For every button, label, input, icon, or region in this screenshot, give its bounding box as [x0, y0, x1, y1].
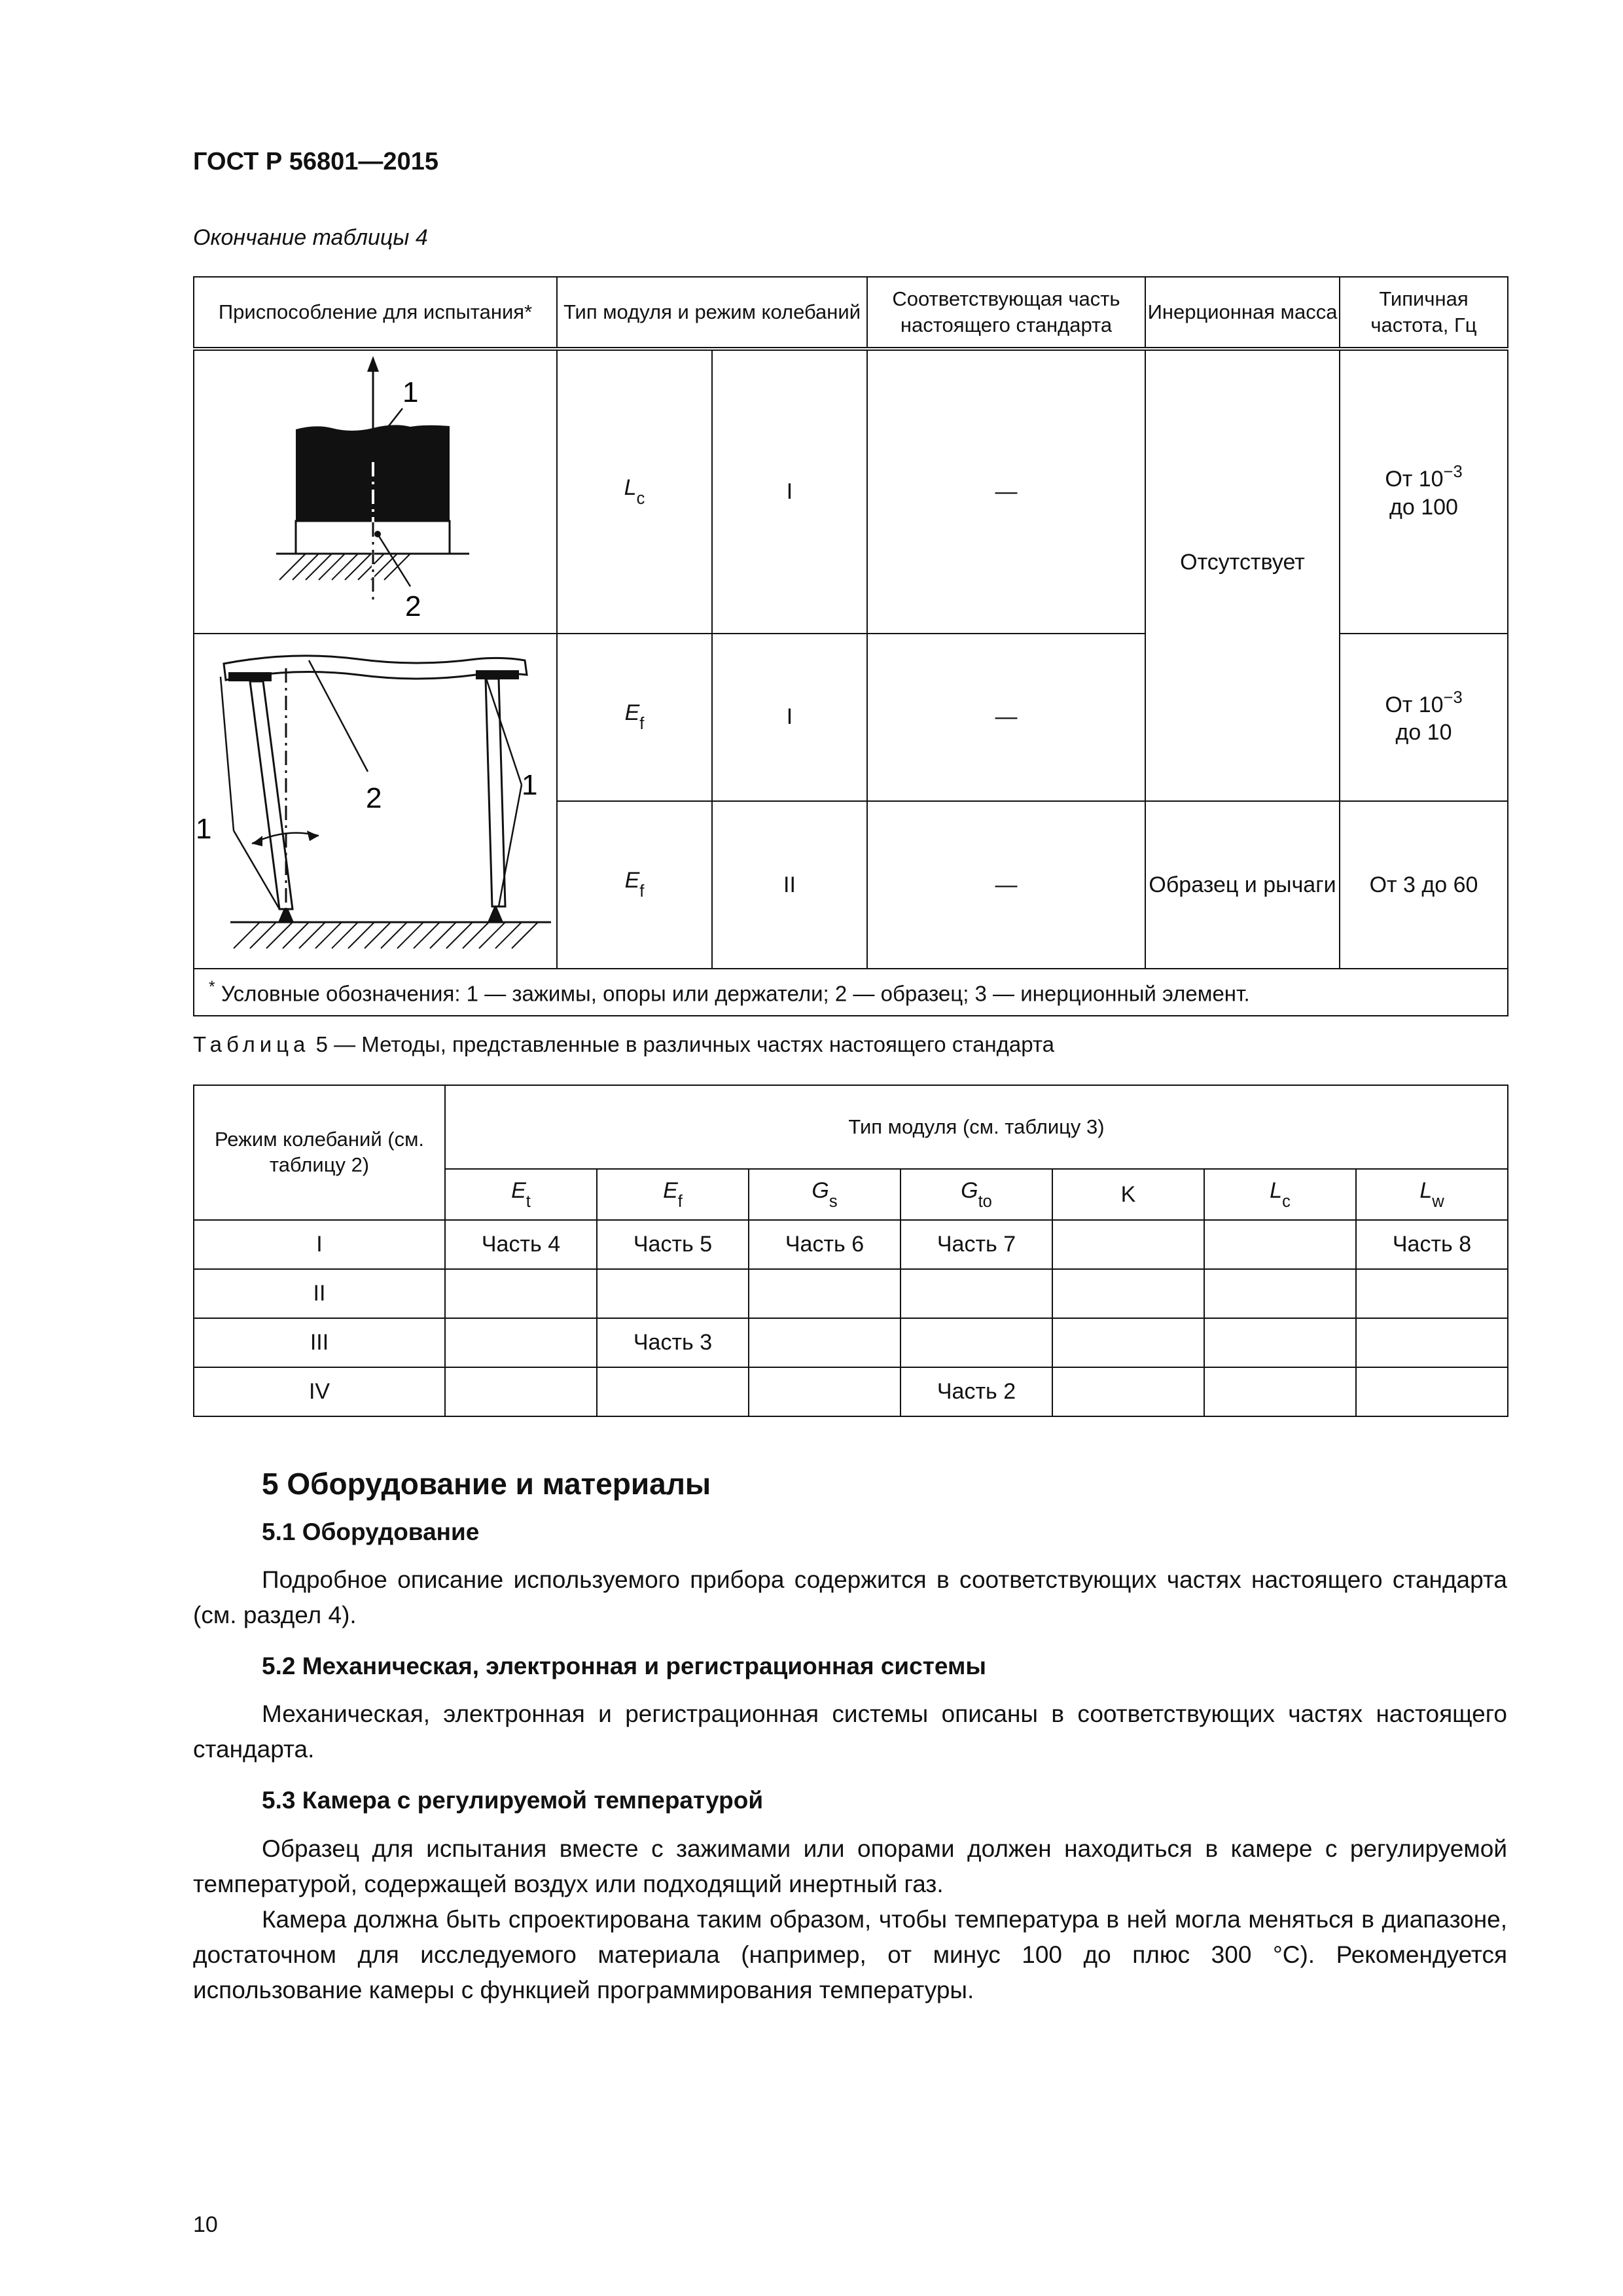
section-5-2-heading: 5.2 Механическая, электронная и регистрационная системы [262, 1653, 986, 1679]
table5-cell: Часть 2 [901, 1367, 1052, 1416]
table4-cell-mode: I [712, 634, 867, 801]
figure2-label-right: 1 [522, 768, 538, 801]
table-row [194, 1269, 1508, 1318]
table4-header-mass: Инерционная масса [1145, 277, 1340, 349]
table-continuation-caption: Окончание таблицы 4 [193, 225, 428, 250]
table4-cell-module: $E_f$ [557, 634, 712, 801]
table-row [194, 1220, 1508, 1269]
table5-cell: Часть 4 [445, 1220, 597, 1269]
table5-cell [597, 1367, 749, 1416]
table5-col-Lw: $L_w$ [1356, 1169, 1508, 1220]
table5-col-Ef: $E_f$ [597, 1169, 749, 1220]
compression-fixture-diagram [194, 351, 558, 626]
table4-cell-frequency: От 3 до 60 [1340, 801, 1508, 969]
table5-cell [1204, 1367, 1356, 1416]
table5-cell: Часть 5 [597, 1220, 749, 1269]
table5-caption: Таблица 5 — Методы, представленные в различных частях настоящего стандарта [193, 1032, 1054, 1056]
table5-mode-cell: II [194, 1269, 445, 1318]
table4-cell-mode: I [712, 349, 867, 634]
flexure-fixture-diagram [194, 634, 558, 961]
table-5 [193, 1085, 1508, 1417]
table4-cell-mode: II [712, 801, 867, 969]
document-header: ГОСТ Р 56801—2015 [193, 148, 438, 175]
table4-header-frequency: Типичная частота, Гц [1340, 277, 1508, 349]
table5-header-mode: Режим колебаний (см. таблицу 2) [194, 1085, 445, 1220]
table4-cell-frequency: От $10^{-3}$ до 10 [1340, 634, 1508, 801]
table5-cell [749, 1269, 901, 1318]
table5-cell: Часть 6 [749, 1220, 901, 1269]
table5-cell [445, 1269, 597, 1318]
table4-cell-mass: Отсутствует [1145, 349, 1340, 801]
table5-cell [1356, 1269, 1508, 1318]
table5-cell [1204, 1220, 1356, 1269]
section-5-1-heading: 5.1 Оборудование [262, 1518, 480, 1545]
table-row [194, 1367, 1508, 1416]
table5-cell [445, 1367, 597, 1416]
table5-cell [901, 1318, 1052, 1367]
fixture-figure-2 [194, 634, 557, 969]
page-number: 10 [193, 2212, 218, 2237]
table5-cell [597, 1269, 749, 1318]
table5-cell [1052, 1269, 1204, 1318]
table5-cell [749, 1318, 901, 1367]
table4-cell-module: $L_c$ [557, 349, 712, 634]
table5-col-K: K [1052, 1169, 1204, 1220]
table5-col-Gs: $G_s$ [749, 1169, 901, 1220]
table5-cell [749, 1367, 901, 1416]
table4-header-module: Тип модуля и режим колебаний [557, 277, 867, 349]
table5-cell [901, 1269, 1052, 1318]
table4-cell-frequency: От $10^{-3}$ до 100 [1340, 349, 1508, 634]
section-5-3-text-1: Образец для испытания вместе с зажимами или опорами должен находиться в камере с регулируемой температурой, содержащей воздух или подходящий инертный газ. [193, 1835, 1507, 1897]
figure2-label-center: 2 [366, 781, 382, 814]
table4-cell-mass: Образец и рычаги [1145, 801, 1340, 969]
table5-cell [1204, 1318, 1356, 1367]
table4-cell-part: — [867, 634, 1145, 801]
table5-cell [1052, 1367, 1204, 1416]
table5-cell: Часть 7 [901, 1220, 1052, 1269]
table-4 [193, 276, 1508, 1016]
table4-footnote: * Условные обозначения: 1 — зажимы, опоры или держатели; 2 — образец; 3 — инерционный элемент. [194, 969, 1508, 1016]
section-5-2-text: Механическая, электронная и регистрационная системы описаны в соответствующих частях настоящего стандарта. [193, 1700, 1507, 1763]
table4-cell-part: — [867, 801, 1145, 969]
table5-mode-cell: IV [194, 1367, 445, 1416]
table5-col-Et: $E_t$ [445, 1169, 597, 1220]
table5-cell [1356, 1318, 1508, 1367]
table-row [194, 1318, 1508, 1367]
table5-col-Gto: $G_{to}$ [901, 1169, 1052, 1220]
table5-cell: Часть 8 [1356, 1220, 1508, 1269]
table5-mode-cell: I [194, 1220, 445, 1269]
figure1-label-1: 1 [402, 376, 419, 408]
table4-cell-part: — [867, 349, 1145, 634]
figure1-label-2: 2 [405, 590, 421, 622]
table5-cell [1052, 1318, 1204, 1367]
table4-header-fixture: Приспособление для испытания* [194, 277, 557, 349]
table5-cell [1204, 1269, 1356, 1318]
table5-cell: Часть 3 [597, 1318, 749, 1367]
table5-cell [1356, 1367, 1508, 1416]
table5-cell [1052, 1220, 1204, 1269]
figure2-label-left: 1 [196, 812, 212, 845]
section-5-heading: 5 Оборудование и материалы [262, 1467, 711, 1501]
section-5-1-text: Подробное описание используемого прибора содержится в соответствующих частях настоящего стандарта (см. раздел 4). [193, 1566, 1507, 1628]
fixture-figure-1 [194, 349, 557, 634]
table5-mode-cell: III [194, 1318, 445, 1367]
table4-header-part: Соответствующая часть настоящего стандарта [867, 277, 1145, 349]
table5-col-Lc: $L_c$ [1204, 1169, 1356, 1220]
table5-header-type: Тип модуля (см. таблицу 3) [445, 1085, 1508, 1169]
section-5-3-text-2: Камера должна быть спроектирована таким образом, чтобы температура в ней могла меняться в диапазоне, достаточном для исследуемого материала (например, от минус 100 до плюс 300 °С). Рекомендуется использование камеры с функцией программирования температуры. [193, 1906, 1507, 2003]
table5-cell [445, 1318, 597, 1367]
section-5-3-heading: 5.3 Камера с регулируемой температурой [262, 1787, 764, 1814]
table4-cell-module: $E_f$ [557, 801, 712, 969]
